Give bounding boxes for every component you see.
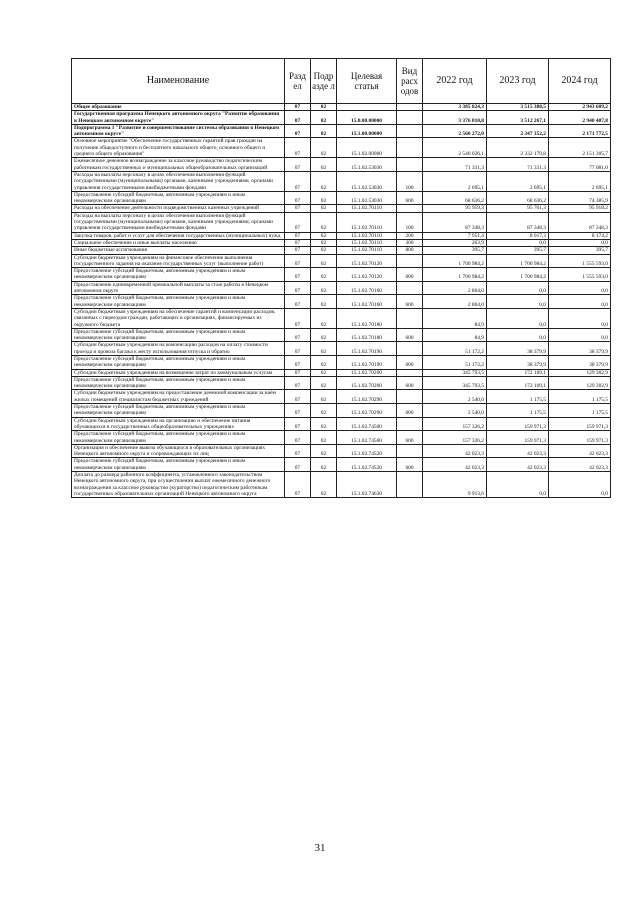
- row-value-2024: 38 379,9: [549, 355, 611, 369]
- row-value-2024: 87 348,3: [549, 212, 611, 232]
- row-vr: [397, 417, 423, 431]
- header-2023: 2023 год: [487, 59, 549, 104]
- row-value-2024: 2 151 305,7: [549, 138, 611, 158]
- table-row: [72, 111, 611, 125]
- row-razdel: 07: [285, 104, 311, 111]
- row-name: Государственная программа Ненецкого автономного округа "Развитие образования в Ненецком автономном округе": [72, 111, 285, 125]
- row-value-2022: 3 376 810,8: [423, 111, 487, 125]
- row-name: Основное мероприятие "Обеспечение государственных гарантий прав граждан на получение общедоступного и бесплатного начального общего, основного общего и среднего общего образования": [72, 138, 285, 158]
- row-name: Иные бюджетные ассигнования: [72, 247, 285, 254]
- row-value-2023: 1 700 984,2: [487, 254, 549, 268]
- row-value-2023: 3 512 267,1: [487, 111, 549, 125]
- row-vr: 600: [397, 191, 423, 205]
- row-razdel: 07: [285, 390, 311, 404]
- row-name: Организация и обеспечение вывоза обучающихся в образовательных организациях Ненецкого автономного округа и сопровождающих их лиц: [72, 444, 285, 458]
- row-razdel: 07: [285, 232, 311, 239]
- row-value-2023: 38 379,9: [487, 342, 549, 356]
- table-row: [72, 417, 611, 431]
- row-podrazdel: 02: [311, 390, 337, 404]
- table-row: [72, 376, 611, 390]
- row-vr: 600: [397, 404, 423, 418]
- row-podrazdel: 02: [311, 138, 337, 158]
- row-value-2022: 7 951,4: [423, 232, 487, 239]
- table-row: [72, 431, 611, 445]
- row-value-2022: 2 540,0: [423, 404, 487, 418]
- row-value-2022: 2 864,0: [423, 281, 487, 295]
- row-value-2023: 0,0: [487, 472, 549, 498]
- row-csr: 15.1.02.00000: [337, 138, 397, 158]
- row-value-2024: 395,7: [549, 247, 611, 254]
- table-row: [72, 138, 611, 158]
- row-value-2022: 3 385 824,3: [423, 104, 487, 111]
- row-razdel: 07: [285, 328, 311, 342]
- table-row: [72, 191, 611, 205]
- row-value-2024: 1 175,5: [549, 390, 611, 404]
- row-vr: [397, 205, 423, 212]
- row-value-2023: 2 332 179,8: [487, 138, 549, 158]
- table-row: [72, 247, 611, 254]
- row-value-2023: 1 175,5: [487, 404, 549, 418]
- row-value-2022: 95 959,3: [423, 205, 487, 212]
- row-name: Доплата до размера районного коэффициента, установленного законодательством Ненецкого автономного округа, при осуществлении выплат ежемесячного денежного вознаграждения за классное руководство (кураторство) педагогическим работникам государственных образовательных организаций Ненецкого автономного округа: [72, 472, 285, 498]
- row-value-2022: 2 540,0: [423, 390, 487, 404]
- row-podrazdel: 02: [311, 205, 337, 212]
- row-csr: 15.1.02.74520: [337, 444, 397, 458]
- row-value-2024: 159 971,3: [549, 431, 611, 445]
- row-podrazdel: 02: [311, 376, 337, 390]
- row-razdel: 07: [285, 191, 311, 205]
- row-value-2022: 68 636,2: [423, 191, 487, 205]
- header-razdel: Разд ел: [285, 59, 311, 104]
- row-vr: 300: [397, 239, 423, 246]
- row-value-2022: 84,9: [423, 328, 487, 342]
- row-value-2022: 2 695,1: [423, 171, 487, 191]
- row-value-2023: 1 700 984,2: [487, 268, 549, 282]
- row-vr: 600: [397, 431, 423, 445]
- row-value-2023: 0,0: [487, 308, 549, 328]
- row-name: Общее образование: [72, 104, 285, 111]
- row-value-2023: 0,0: [487, 328, 549, 342]
- row-value-2023: 3 515 388,5: [487, 104, 549, 111]
- row-value-2024: 0,0: [549, 239, 611, 246]
- table-row: [72, 232, 611, 239]
- row-podrazdel: 02: [311, 355, 337, 369]
- row-vr: [397, 390, 423, 404]
- row-value-2023: 159 971,3: [487, 431, 549, 445]
- row-name: Ежемесячное денежное вознаграждение за классное руководство педагогическим работникам государственных и муниципальных общеобразовательных организаций: [72, 158, 285, 172]
- row-value-2024: 129 302,9: [549, 369, 611, 376]
- row-vr: [397, 342, 423, 356]
- row-name: Субсидии бюджетным учреждениям на предоставление денежной компенсации за наём жилых помещений специалистам бюджетных учреждений: [72, 390, 285, 404]
- row-csr: 15.1.02.70180: [337, 308, 397, 328]
- row-name: Закупка товаров, работ и услуг для обеспечения государственных (муниципальных) нужд: [72, 232, 285, 239]
- row-podrazdel: 02: [311, 328, 337, 342]
- row-value-2022: 1 700 984,2: [423, 268, 487, 282]
- row-value-2022: 1 700 984,2: [423, 254, 487, 268]
- row-podrazdel: 02: [311, 158, 337, 172]
- row-csr: 15.1.02.70200: [337, 376, 397, 390]
- row-value-2024: 1 555 593,0: [549, 268, 611, 282]
- row-value-2024: 0,0: [549, 328, 611, 342]
- table-row: [72, 472, 611, 498]
- row-vr: [397, 111, 423, 125]
- row-value-2022: 51 172,2: [423, 342, 487, 356]
- row-csr: 15.1.02.70110: [337, 239, 397, 246]
- row-name: Расходы на выплаты персоналу в целях обеспечения выполнения функций государственными (муниципальными) органами, казенными учреждениями, органами управления государственными внебюджетными фондами: [72, 171, 285, 191]
- row-csr: 15.1.02.70160: [337, 281, 397, 295]
- table-row: [72, 254, 611, 268]
- row-vr: [397, 138, 423, 158]
- header-2022: 2022 год: [423, 59, 487, 104]
- row-value-2022: 42 023,3: [423, 444, 487, 458]
- row-name: Субсидии бюджетным учреждениям на организацию и обеспечение питания обучающихся в государственных общеобразовательных учреждениях: [72, 417, 285, 431]
- table-row: [72, 295, 611, 309]
- row-name: Субсидии бюджетным учреждениям на финансовое обеспечение выполнения государственного задания на оказание государственных услуг (выполнение работ): [72, 254, 285, 268]
- row-razdel: 07: [285, 111, 311, 125]
- row-name: Субсидии бюджетным учреждениям на возмещение затрат по коммунальным услугам: [72, 369, 285, 376]
- table-row: [72, 390, 611, 404]
- row-podrazdel: 02: [311, 404, 337, 418]
- row-razdel: 07: [285, 308, 311, 328]
- row-value-2024: 8 174,2: [549, 232, 611, 239]
- table-row: [72, 158, 611, 172]
- row-vr: [397, 308, 423, 328]
- row-value-2022: 71 331,3: [423, 158, 487, 172]
- row-value-2022: 2 864,0: [423, 295, 487, 309]
- row-podrazdel: 02: [311, 104, 337, 111]
- row-value-2022: 51 172,2: [423, 355, 487, 369]
- table-header-row: [72, 59, 611, 104]
- row-csr: 15.1.02.74500: [337, 417, 397, 431]
- row-podrazdel: 02: [311, 111, 337, 125]
- row-csr: 15.1.02.70110: [337, 232, 397, 239]
- row-value-2023: 0,0: [487, 281, 549, 295]
- row-vr: 100: [397, 171, 423, 191]
- row-csr: 15.1.02.53030: [337, 171, 397, 191]
- row-vr: [397, 472, 423, 498]
- row-value-2023: 0,0: [487, 239, 549, 246]
- row-vr: [397, 444, 423, 458]
- row-value-2024: 0,0: [549, 308, 611, 328]
- row-razdel: 07: [285, 417, 311, 431]
- row-razdel: 07: [285, 212, 311, 232]
- row-podrazdel: 02: [311, 191, 337, 205]
- row-value-2022: 9 913,6: [423, 472, 487, 498]
- table-row: [72, 171, 611, 191]
- row-value-2023: 95 761,3: [487, 205, 549, 212]
- row-podrazdel: 02: [311, 417, 337, 431]
- row-value-2024: 0,0: [549, 295, 611, 309]
- row-value-2024: 42 023,3: [549, 458, 611, 472]
- table-row: [72, 104, 611, 111]
- row-podrazdel: 02: [311, 171, 337, 191]
- row-vr: 600: [397, 458, 423, 472]
- row-value-2024: 2 940 487,8: [549, 111, 611, 125]
- row-value-2023: 2 347 352,2: [487, 124, 549, 138]
- row-podrazdel: 02: [311, 295, 337, 309]
- row-vr: 600: [397, 376, 423, 390]
- row-value-2024: 159 971,3: [549, 417, 611, 431]
- table-row: [72, 268, 611, 282]
- row-podrazdel: 02: [311, 431, 337, 445]
- table-body: [72, 104, 611, 498]
- row-razdel: 07: [285, 369, 311, 376]
- row-value-2024: 42 023,3: [549, 444, 611, 458]
- row-name: Расходы на выплаты персоналу в целях обеспечения выполнения функций государственными (муниципальными) органами, казенными учреждениями, органами управления государственными внебюджетными фондами: [72, 212, 285, 232]
- row-value-2024: 2 943 609,2: [549, 104, 611, 111]
- row-razdel: 07: [285, 247, 311, 254]
- row-name: Субсидии бюджетным учреждениям на компенсацию расходов на оплату стоимости проезда и провоза багажа к месту использования отпуска и обратно: [72, 342, 285, 356]
- row-value-2023: 172 109,1: [487, 369, 549, 376]
- row-vr: 600: [397, 355, 423, 369]
- row-podrazdel: 02: [311, 239, 337, 246]
- row-name: Подпрограмма 1 "Развитие и совершенствование системы образования в Ненецком автономном округе": [72, 124, 285, 138]
- table-row: [72, 205, 611, 212]
- row-razdel: 07: [285, 268, 311, 282]
- row-name: Предоставление субсидий бюджетным, автономным учреждениям и иным некоммерческим организациям: [72, 458, 285, 472]
- row-value-2022: 345 793,5: [423, 376, 487, 390]
- row-csr: 15.1.02.70110: [337, 205, 397, 212]
- row-value-2024: 2 695,1: [549, 171, 611, 191]
- row-podrazdel: 02: [311, 472, 337, 498]
- row-csr: 15.1.02.70110: [337, 212, 397, 232]
- row-value-2024: 38 379,9: [549, 342, 611, 356]
- row-csr: 15.1.00.00000: [337, 124, 397, 138]
- row-value-2024: 2 171 772,5: [549, 124, 611, 138]
- row-value-2023: 8 017,3: [487, 232, 549, 239]
- row-csr: 15.1.02.70290: [337, 404, 397, 418]
- row-name: Предоставление субсидий бюджетным, автономным учреждениям и иным некоммерческим организациям: [72, 328, 285, 342]
- row-razdel: 07: [285, 205, 311, 212]
- row-razdel: 07: [285, 254, 311, 268]
- row-csr: [337, 104, 397, 111]
- row-razdel: 07: [285, 342, 311, 356]
- row-razdel: 07: [285, 281, 311, 295]
- row-podrazdel: 02: [311, 124, 337, 138]
- row-value-2023: 2 695,1: [487, 171, 549, 191]
- row-value-2022: 87 348,3: [423, 212, 487, 232]
- row-csr: 15.1.02.70200: [337, 369, 397, 376]
- row-value-2023: 395,7: [487, 247, 549, 254]
- row-value-2024: 0,0: [549, 472, 611, 498]
- row-value-2024: 77 081,0: [549, 158, 611, 172]
- table-row: [72, 212, 611, 232]
- row-name: Предоставление субсидий бюджетным, автономным учреждениям и иным некоммерческим организациям: [72, 431, 285, 445]
- table-row: [72, 328, 611, 342]
- row-csr: 15.1.02.70190: [337, 355, 397, 369]
- row-value-2022: 395,7: [423, 247, 487, 254]
- row-razdel: 07: [285, 295, 311, 309]
- row-value-2023: 87 348,3: [487, 212, 549, 232]
- row-name: Предоставление субсидий бюджетным, автономным учреждениям и иным некоммерческим организациям: [72, 268, 285, 282]
- table-row: [72, 124, 611, 138]
- row-value-2023: 68 636,2: [487, 191, 549, 205]
- row-value-2022: 345 793,5: [423, 369, 487, 376]
- row-razdel: 07: [285, 444, 311, 458]
- row-csr: 15.1.02.70120: [337, 268, 397, 282]
- row-value-2022: 2 560 272,0: [423, 124, 487, 138]
- row-csr: 15.1.02.70110: [337, 247, 397, 254]
- table-row: [72, 444, 611, 458]
- table-row: [72, 239, 611, 246]
- row-name: Предоставление единовременной премиальной выплаты за стаж работы в Ненецком автономном округе: [72, 281, 285, 295]
- row-podrazdel: 02: [311, 212, 337, 232]
- row-value-2023: 0,0: [487, 295, 549, 309]
- row-value-2024: 95 918,2: [549, 205, 611, 212]
- table-row: [72, 404, 611, 418]
- table-row: [72, 369, 611, 376]
- row-vr: [397, 158, 423, 172]
- row-value-2023: 159 971,3: [487, 417, 549, 431]
- row-vr: 600: [397, 328, 423, 342]
- row-csr: 15.1.02.74500: [337, 431, 397, 445]
- row-razdel: 07: [285, 376, 311, 390]
- table-row: [72, 281, 611, 295]
- header-name: Наименование: [72, 59, 285, 104]
- row-podrazdel: 02: [311, 268, 337, 282]
- row-csr: 15.1.02.70290: [337, 390, 397, 404]
- header-podrazdel: Подр азде л: [311, 59, 337, 104]
- row-razdel: 07: [285, 239, 311, 246]
- row-name: Предоставление субсидий бюджетным, автономным учреждениям и иным некоммерческим организациям: [72, 355, 285, 369]
- row-csr: 15.1.02.70190: [337, 342, 397, 356]
- row-value-2024: 129 302,9: [549, 376, 611, 390]
- row-csr: 15.1.02.74520: [337, 458, 397, 472]
- row-vr: [397, 369, 423, 376]
- row-csr: 15.1.02.70120: [337, 254, 397, 268]
- row-razdel: 07: [285, 355, 311, 369]
- row-value-2022: 2 540 026,1: [423, 138, 487, 158]
- row-vr: 100: [397, 212, 423, 232]
- row-name: Предоставление субсидий бюджетным, автономным учреждениям и иным некоммерческим организациям: [72, 376, 285, 390]
- table-row: [72, 342, 611, 356]
- row-value-2022: 157 326,2: [423, 431, 487, 445]
- row-podrazdel: 02: [311, 458, 337, 472]
- header-vr: Вид расх одов: [397, 59, 423, 104]
- row-podrazdel: 02: [311, 342, 337, 356]
- row-csr: 15.1.02.53030: [337, 191, 397, 205]
- row-podrazdel: 02: [311, 232, 337, 239]
- page-number: 31: [314, 842, 326, 854]
- row-razdel: 07: [285, 431, 311, 445]
- row-podrazdel: 02: [311, 369, 337, 376]
- row-razdel: 07: [285, 458, 311, 472]
- row-value-2024: 0,0: [549, 281, 611, 295]
- row-name: Предоставление субсидий бюджетным, автономным учреждениям и иным некоммерческим организациям: [72, 404, 285, 418]
- row-value-2023: 42 023,3: [487, 458, 549, 472]
- row-razdel: 07: [285, 171, 311, 191]
- table-row: [72, 308, 611, 328]
- row-razdel: 07: [285, 158, 311, 172]
- header-csr: Целевая статья: [337, 59, 397, 104]
- row-vr: 800: [397, 247, 423, 254]
- row-name: Социальное обеспечение и иные выплаты населению: [72, 239, 285, 246]
- row-name: Расходы на обеспечение деятельности подведомственных казенных учреждений: [72, 205, 285, 212]
- row-value-2024: 1 175,5: [549, 404, 611, 418]
- row-value-2024: 74 385,9: [549, 191, 611, 205]
- row-value-2024: 1 555 593,0: [549, 254, 611, 268]
- row-vr: [397, 254, 423, 268]
- row-value-2023: 42 023,3: [487, 444, 549, 458]
- row-csr: 15.1.02.70180: [337, 328, 397, 342]
- row-name: Предоставление субсидий бюджетным, автономным учреждениям и иным некоммерческим организациям: [72, 295, 285, 309]
- row-razdel: 07: [285, 138, 311, 158]
- row-vr: 600: [397, 268, 423, 282]
- budget-table: [71, 58, 611, 498]
- row-razdel: 07: [285, 124, 311, 138]
- table-row: [72, 355, 611, 369]
- row-value-2023: 1 175,5: [487, 390, 549, 404]
- row-vr: 200: [397, 232, 423, 239]
- row-csr: 15.0.00.00000: [337, 111, 397, 125]
- row-vr: [397, 124, 423, 138]
- row-value-2022: 263,9: [423, 239, 487, 246]
- row-podrazdel: 02: [311, 254, 337, 268]
- row-name: Предоставление субсидий бюджетным, автономным учреждениям и иным некоммерческим организациям: [72, 191, 285, 205]
- row-vr: [397, 104, 423, 111]
- row-name: Субсидии бюджетным учреждениям на обеспечение гарантий и компенсации расходов, связанных с переездом граждан, работающих в организациях, финансируемых из окружного бюджета: [72, 308, 285, 328]
- row-value-2023: 172 109,1: [487, 376, 549, 390]
- row-value-2022: 157 326,2: [423, 417, 487, 431]
- row-podrazdel: 02: [311, 444, 337, 458]
- row-csr: 15.1.02.74630: [337, 472, 397, 498]
- row-razdel: 07: [285, 404, 311, 418]
- row-podrazdel: 02: [311, 308, 337, 328]
- row-csr: 15.1.02.53030: [337, 158, 397, 172]
- row-vr: 600: [397, 295, 423, 309]
- row-csr: 15.1.02.70160: [337, 295, 397, 309]
- row-vr: [397, 281, 423, 295]
- row-value-2023: 38 379,9: [487, 355, 549, 369]
- header-2024: 2024 год: [549, 59, 611, 104]
- row-value-2023: 71 331,3: [487, 158, 549, 172]
- row-razdel: 07: [285, 472, 311, 498]
- row-value-2022: 84,9: [423, 308, 487, 328]
- row-value-2022: 42 023,3: [423, 458, 487, 472]
- row-podrazdel: 02: [311, 247, 337, 254]
- row-podrazdel: 02: [311, 281, 337, 295]
- table-row: [72, 458, 611, 472]
